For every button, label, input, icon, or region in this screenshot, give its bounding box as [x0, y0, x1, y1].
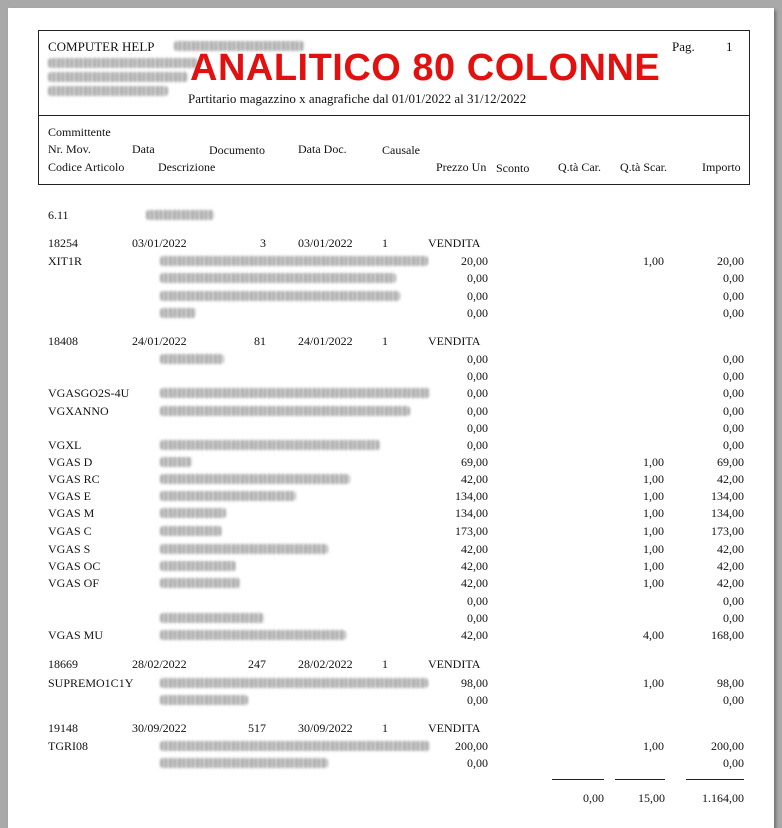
redacted-description: [160, 491, 296, 501]
line-amount: 42,00: [717, 576, 744, 590]
line-amount: 0,00: [723, 271, 744, 285]
causale-label: VENDITA: [428, 236, 481, 250]
overlay-title: ANALITICO 80 COLONNE: [190, 47, 661, 89]
total-importo: 1.164,00: [702, 791, 744, 805]
quantity-unloaded: 1,00: [643, 506, 664, 520]
line-amount: 173,00: [711, 524, 744, 538]
redacted-description: [160, 291, 400, 301]
redacted-description: [160, 440, 380, 450]
quantity-unloaded: 1,00: [643, 524, 664, 538]
redacted-description: [160, 388, 430, 398]
article-code: SUPREMO1C1Y: [48, 676, 134, 690]
causale-number: 1: [382, 657, 388, 671]
line-amount: 0,00: [723, 289, 744, 303]
line-amount: 0,00: [723, 306, 744, 320]
redacted-address-line: [48, 58, 198, 68]
causale-number: 1: [382, 721, 388, 735]
report-subtitle: Partitario magazzino x anagrafiche dal 01/01/2022 al 31/12/2022: [188, 91, 527, 106]
unit-price: 134,00: [455, 489, 488, 503]
company-name: COMPUTER HELP: [48, 39, 155, 54]
article-code: VGAS D: [48, 455, 93, 469]
line-amount: 0,00: [723, 421, 744, 435]
redacted-description: [160, 256, 428, 266]
line-amount: 0,00: [723, 756, 744, 770]
article-code: TGRI08: [48, 739, 88, 753]
unit-price: 0,00: [467, 352, 488, 366]
redacted-description: [160, 308, 196, 318]
article-code: VGASGO2S-4U: [48, 386, 130, 400]
redacted-description: [160, 406, 410, 416]
redacted-description: [160, 474, 350, 484]
article-code: VGXL: [48, 438, 82, 452]
document-date: 28/02/2022: [298, 657, 353, 671]
quantity-unloaded: 1,00: [643, 455, 664, 469]
redacted-description: [160, 273, 396, 283]
movement-number: 18408: [48, 334, 78, 348]
article-code: VGXANNO: [48, 404, 109, 418]
line-amount: 134,00: [711, 489, 744, 503]
unit-price: 0,00: [467, 289, 488, 303]
unit-price: 42,00: [461, 628, 488, 642]
quantity-unloaded: 1,00: [643, 559, 664, 573]
unit-price: 173,00: [455, 524, 488, 538]
line-amount: 0,00: [723, 693, 744, 707]
unit-price: 0,00: [467, 611, 488, 625]
report-page: [8, 8, 774, 828]
redacted-description: [160, 354, 224, 364]
col-codice-articolo: Codice Articolo: [48, 160, 125, 174]
line-amount: 98,00: [717, 676, 744, 690]
unit-price: 0,00: [467, 693, 488, 707]
col-committente: Committente: [48, 125, 111, 139]
redacted-description: [160, 508, 226, 518]
unit-price: 0,00: [467, 271, 488, 285]
document-date: 30/09/2022: [298, 721, 353, 735]
document-date: 24/01/2022: [298, 334, 353, 348]
col-data: Data: [132, 142, 155, 156]
line-amount: 42,00: [717, 542, 744, 556]
redacted-description: [160, 561, 236, 571]
line-amount: 0,00: [723, 369, 744, 383]
col-sconto: Sconto: [496, 161, 530, 175]
line-amount: 42,00: [717, 472, 744, 486]
article-code: VGAS OC: [48, 559, 101, 573]
unit-price: 20,00: [461, 254, 488, 268]
col-documento: Documento: [209, 143, 265, 157]
document-number: 517: [248, 721, 266, 735]
line-amount: 134,00: [711, 506, 744, 520]
line-amount: 0,00: [723, 438, 744, 452]
unit-price: 0,00: [467, 369, 488, 383]
quantity-unloaded: 1,00: [643, 739, 664, 753]
unit-price: 0,00: [467, 438, 488, 452]
document-number: 3: [260, 236, 266, 250]
article-code: VGAS S: [48, 542, 91, 556]
total-rule: [686, 779, 744, 780]
unit-price: 42,00: [461, 472, 488, 486]
unit-price: 0,00: [467, 404, 488, 418]
redacted-description: [160, 613, 264, 623]
redacted-description: [160, 544, 328, 554]
col-prezzo-un: Prezzo Un: [436, 160, 487, 174]
unit-price: 98,00: [461, 676, 488, 690]
total-qta-scar: 15,00: [638, 791, 665, 805]
unit-price: 42,00: [461, 559, 488, 573]
line-amount: 0,00: [723, 404, 744, 418]
article-code: VGAS OF: [48, 576, 100, 590]
movement-number: 18669: [48, 657, 78, 671]
article-code: VGAS M: [48, 506, 95, 520]
col-nr-mov: Nr. Mov.: [48, 142, 91, 156]
redacted-description: [160, 758, 328, 768]
unit-price: 42,00: [461, 576, 488, 590]
document-number: 247: [248, 657, 266, 671]
redacted-description: [160, 695, 248, 705]
unit-price: 69,00: [461, 455, 488, 469]
unit-price: 200,00: [455, 739, 488, 753]
movement-date: 03/01/2022: [132, 236, 187, 250]
col-qta-car: Q.tà Car.: [558, 160, 601, 174]
line-amount: 168,00: [711, 628, 744, 642]
col-importo: Importo: [702, 160, 741, 174]
causale-number: 1: [382, 236, 388, 250]
quantity-unloaded: 1,00: [643, 472, 664, 486]
unit-price: 42,00: [461, 542, 488, 556]
line-amount: 42,00: [717, 559, 744, 573]
quantity-unloaded: 1,00: [643, 542, 664, 556]
redacted-address-line: [48, 72, 188, 82]
col-qta-scar: Q.tà Scar.: [620, 160, 667, 174]
document-date: 03/01/2022: [298, 236, 353, 250]
line-amount: 69,00: [717, 455, 744, 469]
movement-date: 24/01/2022: [132, 334, 187, 348]
line-amount: 0,00: [723, 386, 744, 400]
redacted-description: [160, 526, 222, 536]
unit-price: 0,00: [467, 306, 488, 320]
quantity-unloaded: 1,00: [643, 254, 664, 268]
movement-number: 19148: [48, 721, 78, 735]
redacted-committente-name: [146, 210, 214, 220]
col-causale: Causale: [382, 143, 420, 157]
redacted-description: [160, 741, 430, 751]
unit-price: 0,00: [467, 594, 488, 608]
line-amount: 200,00: [711, 739, 744, 753]
document-number: 81: [254, 334, 266, 348]
unit-price: 134,00: [455, 506, 488, 520]
quantity-unloaded: 1,00: [643, 676, 664, 690]
unit-price: 0,00: [467, 386, 488, 400]
article-code: VGAS E: [48, 489, 92, 503]
article-code: VGAS C: [48, 524, 92, 538]
causale-label: VENDITA: [428, 721, 481, 735]
quantity-unloaded: 1,00: [643, 576, 664, 590]
causale-number: 1: [382, 334, 388, 348]
article-code: VGAS RC: [48, 472, 100, 486]
quantity-unloaded: 4,00: [643, 628, 664, 642]
movement-date: 28/02/2022: [132, 657, 187, 671]
total-rule: [615, 779, 665, 780]
page-label: Pag.: [672, 39, 695, 54]
col-descrizione: Descrizione: [158, 160, 216, 174]
total-rule: [552, 779, 604, 780]
redacted-description: [160, 457, 192, 467]
movement-date: 30/09/2022: [132, 721, 187, 735]
line-amount: 0,00: [723, 594, 744, 608]
committente-code: 6.11: [48, 208, 69, 222]
movement-number: 18254: [48, 236, 78, 250]
unit-price: 0,00: [467, 756, 488, 770]
redacted-address-line: [48, 86, 168, 96]
redacted-description: [160, 630, 346, 640]
line-amount: 0,00: [723, 611, 744, 625]
page-number: 1: [726, 39, 733, 54]
causale-label: VENDITA: [428, 657, 481, 671]
line-amount: 0,00: [723, 352, 744, 366]
causale-label: VENDITA: [428, 334, 481, 348]
col-data-doc: Data Doc.: [298, 142, 347, 156]
redacted-description: [160, 678, 428, 688]
article-code: VGAS MU: [48, 628, 104, 642]
line-amount: 20,00: [717, 254, 744, 268]
redacted-description: [160, 578, 240, 588]
article-code: XIT1R: [48, 254, 82, 268]
quantity-unloaded: 1,00: [643, 489, 664, 503]
unit-price: 0,00: [467, 421, 488, 435]
total-qta-car: 0,00: [583, 791, 604, 805]
